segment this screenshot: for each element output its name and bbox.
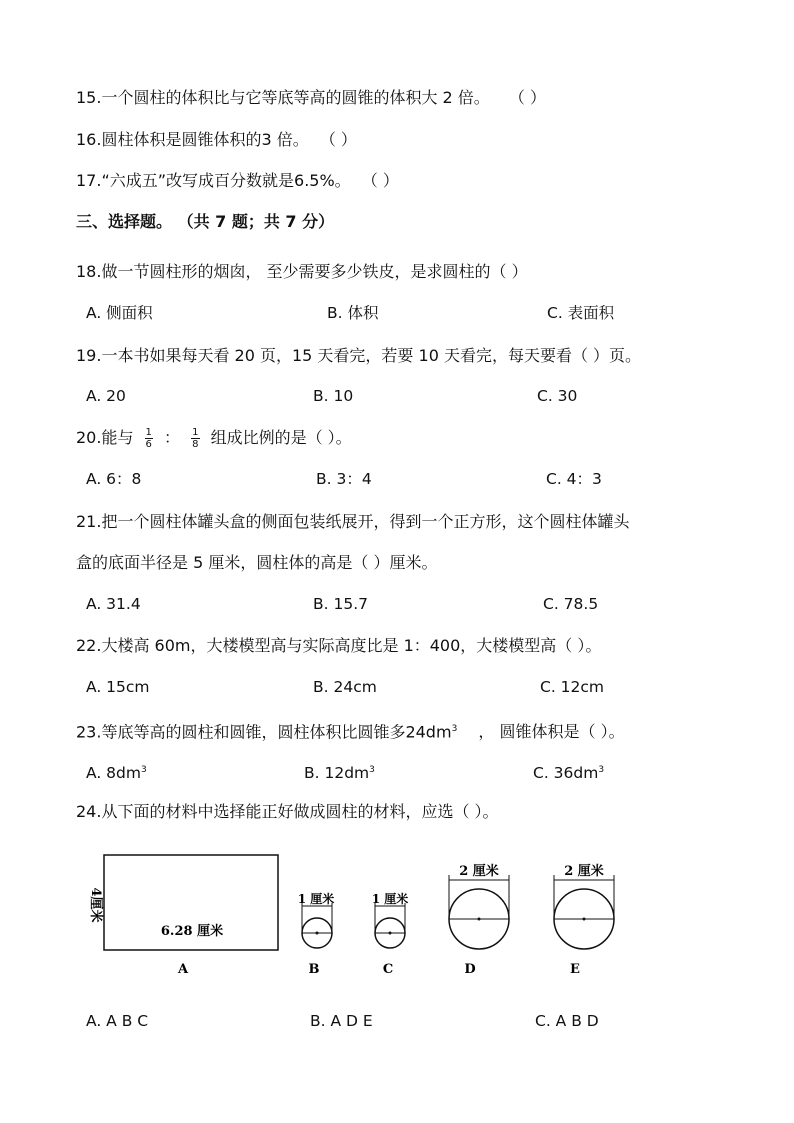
q22-option-c: C. 12cm	[540, 678, 605, 696]
material-b	[298, 891, 335, 977]
q23-option-b-base: B. 12dm	[304, 764, 370, 783]
question-21-stem-line1: 21.把一个圆柱体罐头盒的侧面包装纸展开，得到一个正方形，这个圆柱体罐头	[76, 512, 630, 531]
q23-option-a-base: A. 8dm	[86, 764, 141, 783]
material-letter-e: E	[570, 962, 580, 977]
q23-option-b-sup: 3	[369, 765, 375, 775]
fraction-denominator: 6	[145, 439, 152, 450]
q18-option-c: C. 表面积	[547, 304, 615, 322]
fraction-numerator: 1	[145, 427, 152, 438]
q19-option-c: C. 30	[537, 387, 578, 405]
q19-option-b: B. 10	[313, 387, 354, 405]
ratio-colon: ：	[164, 428, 181, 447]
q23-option-c-sup: 3	[598, 765, 605, 775]
diameter-label-e: 2 厘米	[564, 864, 604, 879]
q18-option-b: B. 体积	[327, 304, 379, 322]
q23-option-c	[533, 759, 604, 784]
q22-option-b: B. 24cm	[313, 678, 377, 696]
question-24-stem: 24.从下面的材料中选择能正好做成圆柱的材料，应选（ ）。	[76, 802, 499, 821]
question-20-stem	[76, 426, 352, 450]
q20-option-c: C. 4：3	[546, 470, 602, 488]
q21-option-a: A. 31.4	[86, 595, 141, 613]
fraction-numerator: 1	[192, 427, 199, 438]
question-15	[76, 86, 546, 110]
question-18-stem: 18.做一节圆柱形的烟囱， 至少需要多少铁皮，是求圆柱的（ ）	[76, 262, 528, 281]
material-letter-c: C	[382, 962, 394, 977]
question-21-stem-line2: 盒的底面半径是 5 厘米，圆柱体的高是（ ）厘米。	[76, 553, 438, 572]
center-point	[389, 932, 392, 935]
question-19-stem: 19.一本书如果每天看 20 页，15 天看完，若要 10 天看完，每天要看（ ）页。	[76, 346, 642, 365]
q23-option-c-base: C. 36dm	[533, 764, 599, 783]
answer-bracket-15: （ ）	[508, 88, 546, 107]
q23-option-b	[304, 759, 375, 784]
material-d	[449, 863, 509, 977]
q21-option-c: C. 78.5	[543, 595, 599, 613]
q22-option-a: A. 15cm	[86, 678, 150, 696]
materials-figure	[70, 845, 630, 985]
diameter-label-d: 2 厘米	[459, 864, 499, 879]
question-17	[76, 169, 399, 193]
q21-option-b: B. 15.7	[313, 595, 368, 613]
question-15-text: 15.一个圆柱的体积比与它等底等高的圆锥的体积大 2 倍。	[76, 88, 490, 107]
q23-option-a-sup: 3	[140, 765, 147, 775]
q20-suffix: 组成比例的是（ ）。	[210, 428, 352, 447]
material-e	[554, 863, 614, 977]
q23-superscript: 3	[451, 724, 458, 734]
q23-suffix: ， 圆锥体积是（ ）。	[478, 722, 625, 742]
center-point	[316, 932, 319, 935]
material-letter-a: A	[177, 962, 189, 977]
material-c	[372, 891, 409, 977]
material-letter-b: B	[308, 962, 320, 977]
q20-option-a: A. 6：8	[86, 470, 142, 488]
q23-option-a	[86, 759, 147, 784]
q24-option-a: A. A B C	[86, 1012, 149, 1030]
fraction-one-sixth	[145, 427, 153, 450]
rect-height-label: 4厘米	[88, 887, 103, 923]
question-16	[76, 128, 357, 152]
center-point	[478, 918, 481, 921]
center-point	[583, 918, 586, 921]
q18-option-a: A. 侧面积	[86, 304, 153, 322]
fraction-one-eighth	[191, 427, 199, 450]
q23-prefix: 23.等底等高的圆柱和圆锥，圆柱体积比圆锥多24dm	[76, 722, 452, 742]
material-a	[88, 855, 278, 977]
question-17-text: 17.“六成五”改写成百分数就是6.5%。	[76, 171, 351, 190]
diameter-label-b: 1 厘米	[297, 892, 335, 906]
q24-option-b: B. A D E	[310, 1012, 373, 1030]
q20-prefix: 20.能与	[76, 428, 134, 447]
rect-width-label: 6.28 厘米	[160, 924, 224, 939]
material-letter-d: D	[464, 962, 476, 977]
answer-bracket-17: （ ）	[361, 171, 399, 190]
q24-option-c: C. A B D	[535, 1012, 599, 1030]
q19-option-a: A. 20	[86, 387, 126, 405]
question-22-stem: 22.大楼高 60m，大楼模型高与实际高度比是 1：400，大楼模型高（ ）。	[76, 636, 602, 655]
answer-bracket-16: （ ）	[319, 130, 357, 149]
question-23-stem	[76, 717, 625, 744]
question-16-text: 16.圆柱体积是圆锥体积的3 倍。	[76, 130, 309, 149]
fraction-denominator: 8	[192, 439, 199, 450]
q20-option-b: B. 3：4	[316, 470, 372, 488]
section-heading: 三、选择题。 （共 7 题；共 7 分）	[76, 212, 335, 231]
diameter-label-c: 1 厘米	[371, 892, 409, 906]
